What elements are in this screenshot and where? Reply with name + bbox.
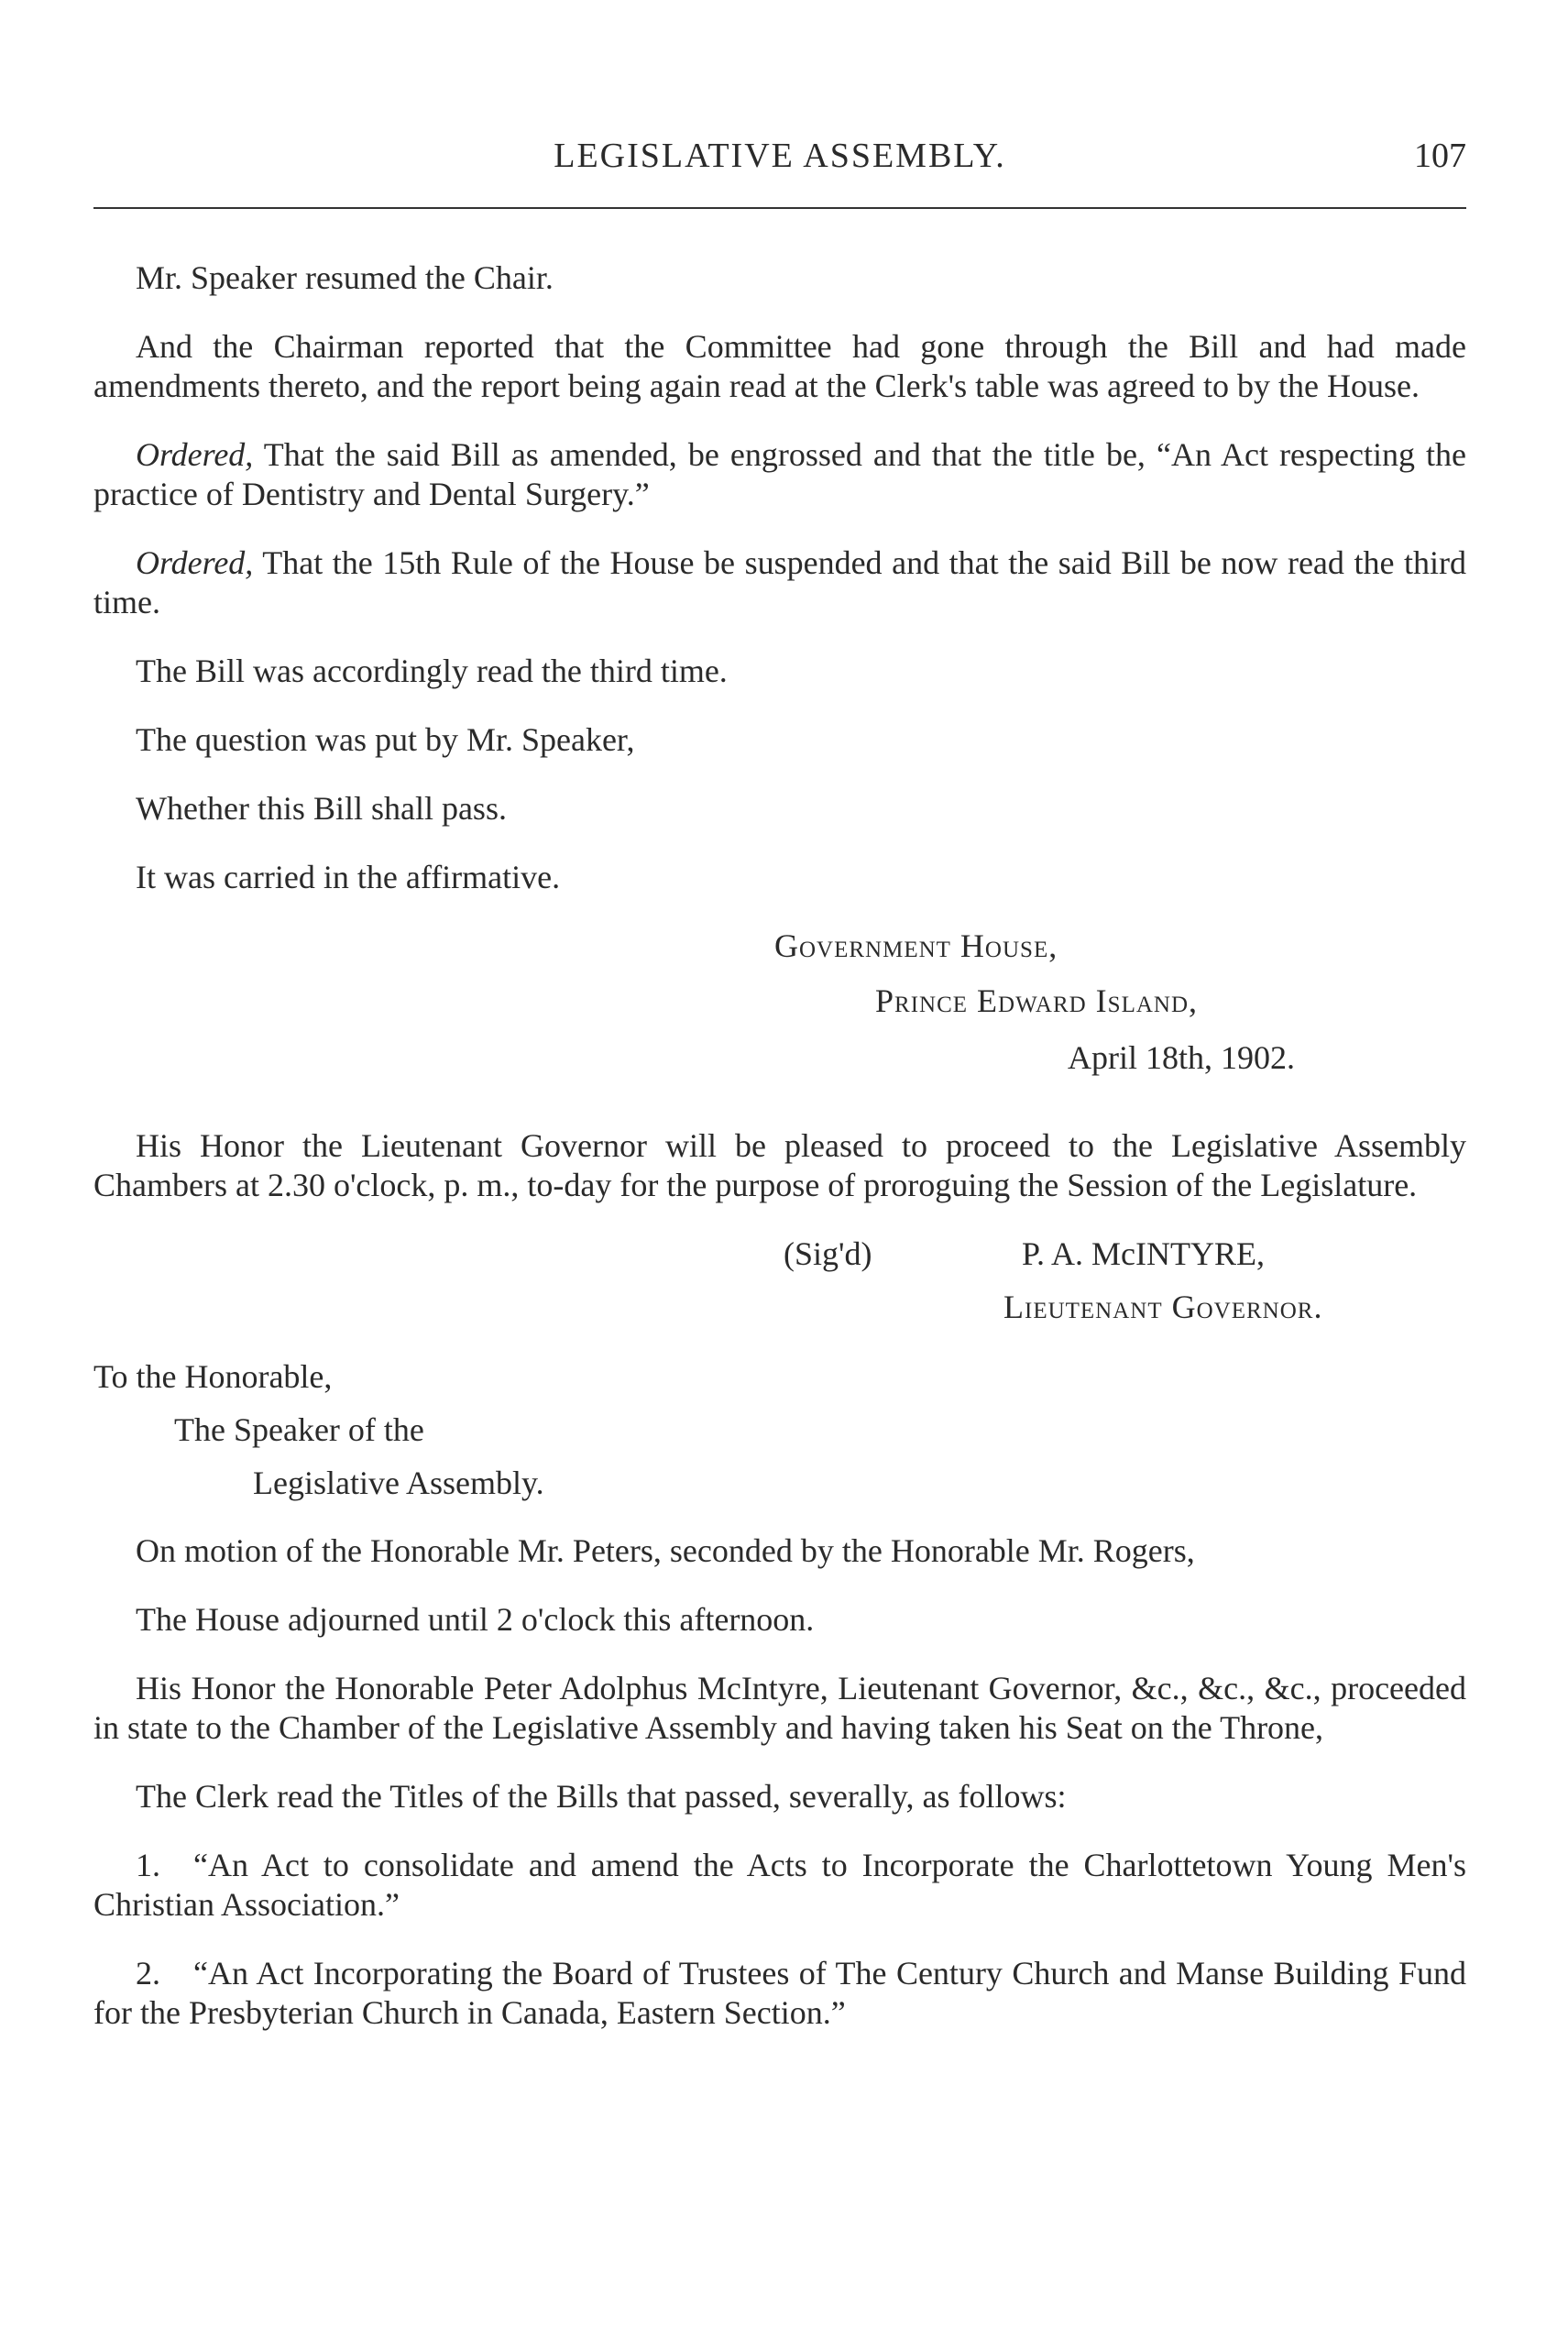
bill-list	[93, 1846, 1466, 2033]
message-date: April 18th, 1902.	[1068, 1039, 1295, 1076]
page-number: 107	[1414, 137, 1466, 175]
list-item: 1. “An Act to consolidate and amend the Acts to Incorporate the Charlottetown Young Men's Christian Association.”	[93, 1847, 1466, 1923]
header-rule	[93, 207, 1466, 209]
address-government-house: Government House,	[774, 927, 1058, 964]
paragraph-his-honor: His Honor the Honorable Peter Adolphus McIntyre, Lieutenant Governor, &c., &c., &c., proceeded in state to the Chamber of the Legislative Assembly and having taken his Seat on the Throne,	[93, 1670, 1466, 1746]
salutation-block	[93, 1357, 1466, 1504]
paragraph-ordered-engrossed	[93, 435, 1466, 514]
paragraph-carried: It was carried in the affirmative.	[136, 859, 561, 895]
page-header	[93, 128, 1466, 183]
paragraph-clerk-read: The Clerk read the Titles of the Bills that passed, severally, as follows:	[136, 1778, 1067, 1815]
paragraph-ordered-suspended	[93, 543, 1466, 622]
paragraph-motion: On motion of the Honorable Mr. Peters, seconded by the Honorable Mr. Rogers,	[136, 1532, 1195, 1569]
paragraph-chairman-report: And the Chairman reported that the Committee had gone through the Bill and had made amendments thereto, and the report being again read at the Clerk's table was agreed to by the House.	[93, 328, 1466, 404]
paragraph-whether-pass: Whether this Bill shall pass.	[136, 790, 507, 827]
ordered-text: That the said Bill as amended, be engrossed and that the title be, “An Act respecting the practice of Dentistry and Dental Surgery.”	[93, 436, 1466, 512]
salutation-line-3: Legislative Assembly.	[253, 1465, 544, 1501]
paragraph-message-body: His Honor the Lieutenant Governor will be pleased to proceed to the Legislative Assembly Chambers at 2.30 o'clock, p. m., to-day for the purpose of proroguing the Session of the Legislature.	[93, 1127, 1466, 1203]
running-title: LEGISLATIVE ASSEMBLY.	[554, 137, 1006, 175]
paragraph-speaker-resumed: Mr. Speaker resumed the Chair.	[136, 259, 554, 296]
body-text	[93, 258, 1466, 2062]
signature-title: Lieutenant Governor.	[1003, 1289, 1323, 1325]
paragraph-question-put: The question was put by Mr. Speaker,	[136, 721, 635, 758]
list-item: 2. “An Act Incorporating the Board of Trustees of The Century Church and Manse Building Fund for the Presbyterian Church in Canada, Eastern Section.”	[93, 1955, 1466, 2031]
address-pei: Prince Edward Island,	[875, 982, 1198, 1019]
signature-label: (Sig'd)	[784, 1235, 872, 1272]
message-address-block	[93, 927, 1466, 1101]
ordered-lead: Ordered,	[136, 436, 254, 473]
paragraph-adjourned: The House adjourned until 2 o'clock this afternoon.	[136, 1601, 815, 1638]
ordered-text: That the 15th Rule of the House be suspended and that the said Bill be now read the third time.	[93, 544, 1466, 620]
salutation-line-2: The Speaker of the	[174, 1411, 424, 1448]
salutation-line-1: To the Honorable,	[93, 1358, 333, 1395]
signature-name: P. A. McINTYRE,	[1022, 1235, 1266, 1272]
ordered-lead: Ordered,	[136, 544, 254, 581]
paragraph-third-reading: The Bill was accordingly read the third time.	[136, 653, 728, 689]
signature-block	[93, 1234, 1466, 1335]
